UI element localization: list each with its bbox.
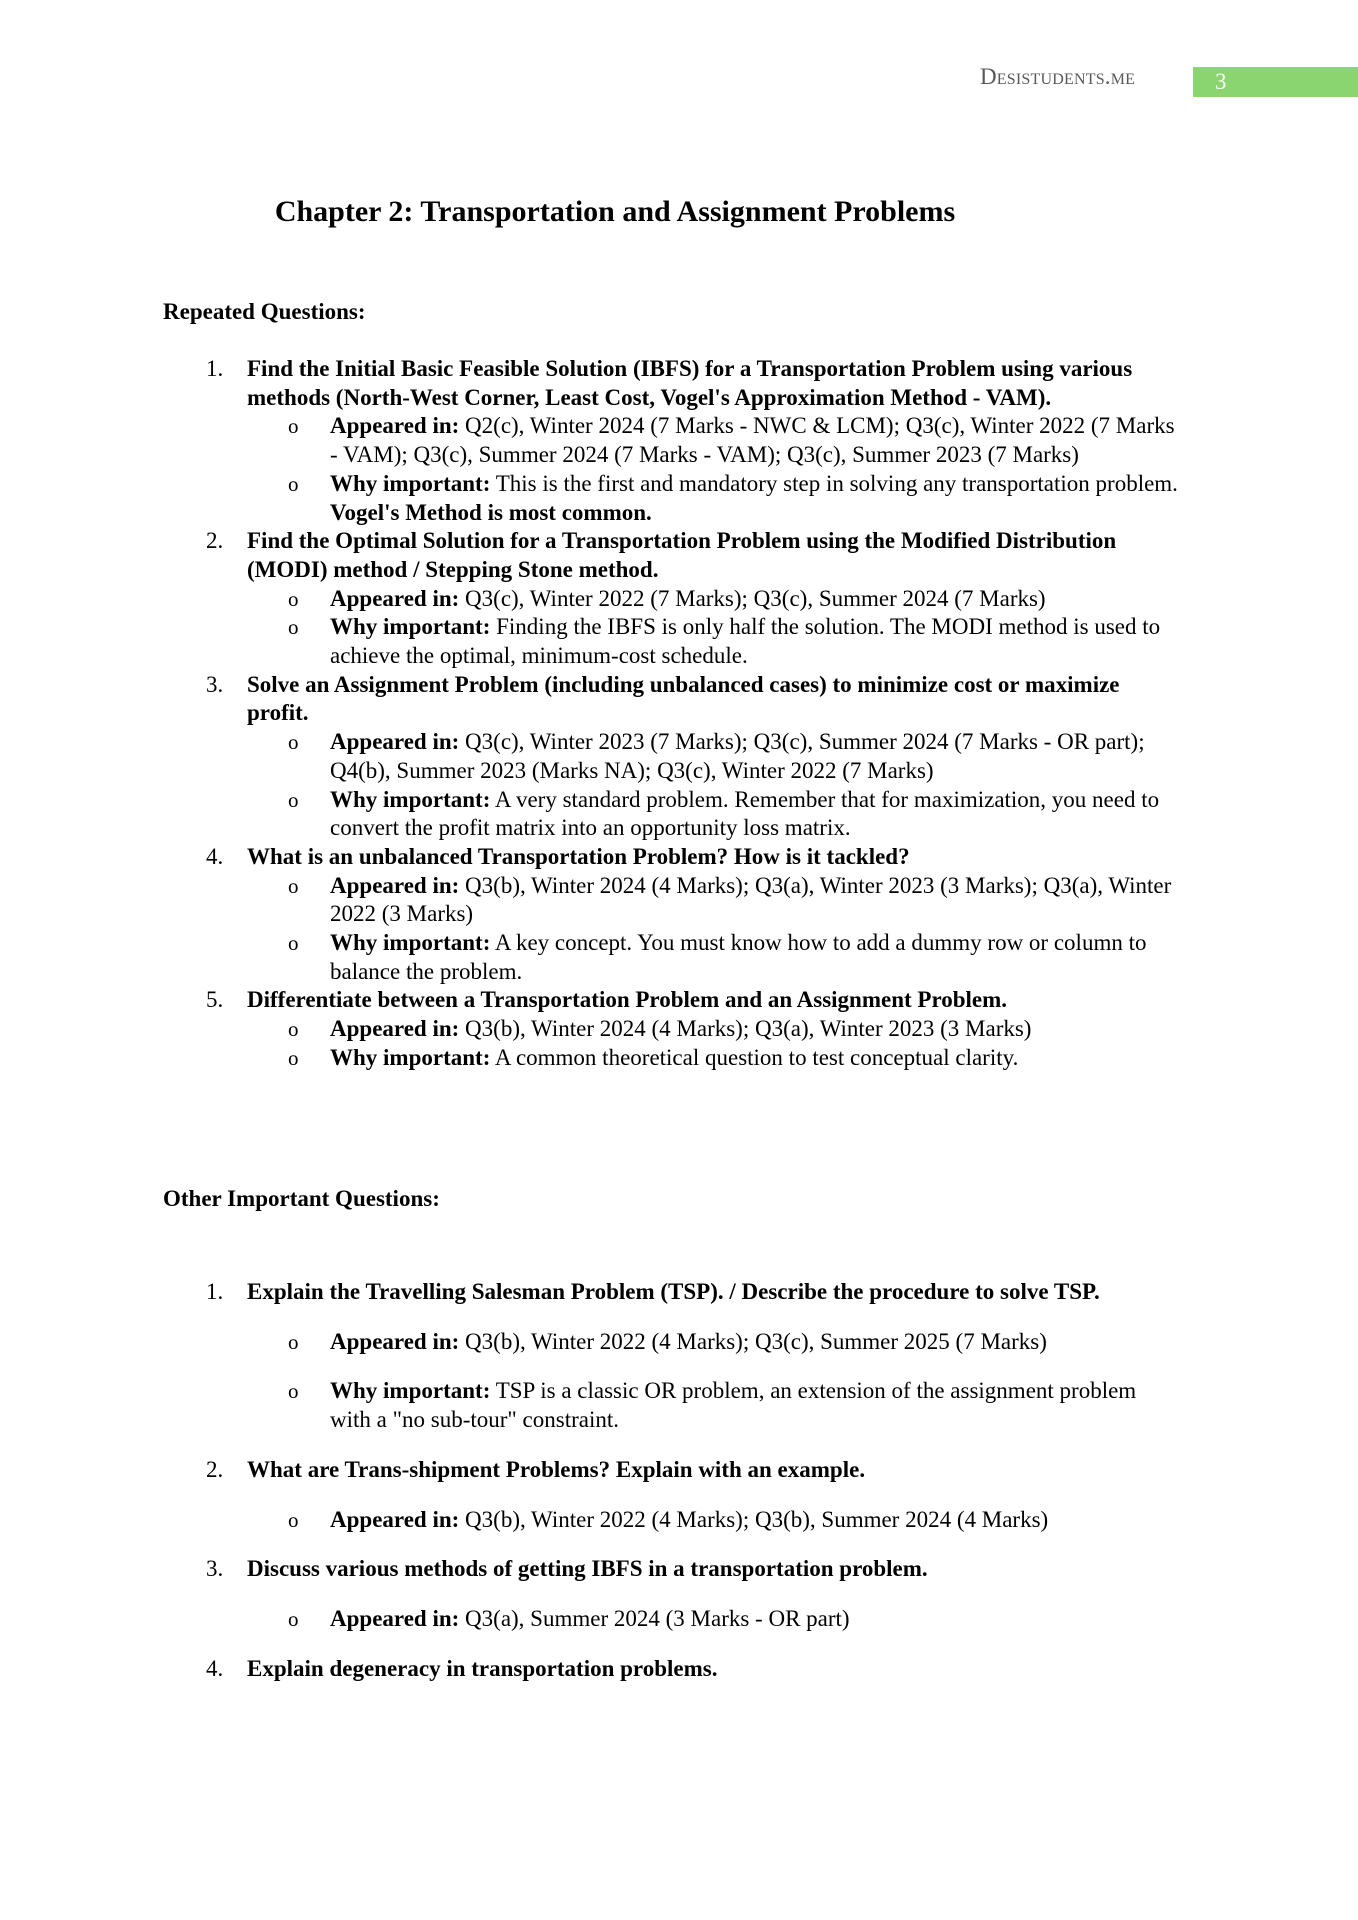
appeared-in-bullet	[0, 872, 1358, 929]
question-number: 1.	[206, 356, 224, 381]
appeared-label: Appeared in:	[330, 413, 460, 439]
question-number: 4.	[206, 843, 224, 869]
question-number: 2.	[206, 528, 224, 554]
why-important-bullet	[0, 470, 1358, 527]
bullet-icon: o	[288, 586, 299, 611]
question-item	[0, 986, 1358, 1015]
repeated-questions-heading: Repeated Questions:	[163, 299, 366, 324]
bullet-icon: o	[288, 931, 299, 956]
question-number: 1.	[206, 1279, 224, 1304]
question-number: 2.	[206, 1456, 224, 1482]
question-item	[0, 1456, 1358, 1485]
why-important-bullet	[0, 613, 1358, 670]
why-important-bullet	[0, 1377, 1358, 1434]
bullet-icon: o	[288, 1606, 299, 1631]
appeared-value: Q3(b), Winter 2024 (4 Marks); Q3(a), Winter 2023 (3 Marks)	[459, 1016, 1032, 1042]
question-text: What is an unbalanced Transportation Problem? How is it tackled?	[247, 843, 910, 869]
question-item	[0, 355, 1358, 412]
appeared-value: Q3(b), Winter 2022 (4 Marks); Q3(b), Summer 2024 (4 Marks)	[459, 1506, 1049, 1532]
appeared-label: Appeared in:	[330, 1016, 460, 1042]
appeared-in-bullet	[0, 412, 1358, 469]
why-value: This is the first and mandatory step in solving any transportation problem.	[490, 470, 1178, 496]
question-item	[0, 527, 1358, 584]
why-label: Why important:	[330, 786, 491, 812]
page-number-badge	[1193, 67, 1358, 97]
appeared-in-bullet	[0, 728, 1358, 785]
appeared-label: Appeared in:	[330, 1328, 460, 1354]
question-text: Explain degeneracy in transportation problems.	[247, 1655, 718, 1681]
appeared-in-bullet	[0, 1506, 1358, 1535]
page-number: 3	[1215, 69, 1227, 94]
appeared-value: Q3(c), Winter 2023 (7 Marks); Q3(c), Summer 2024 (7 Marks - OR part); Q4(b), Summer 2023 (Marks NA); Q3(c), Winter 2022 (7 Marks)	[330, 729, 1145, 783]
question-item	[0, 671, 1358, 728]
chapter-title	[0, 194, 1358, 230]
bullet-icon: o	[288, 471, 299, 496]
why-value: A very standard problem. Remember that for maximization, you need to convert the profit matrix into an opportunity loss matrix.	[330, 786, 1160, 841]
question-number: 3.	[206, 1556, 224, 1582]
appeared-label: Appeared in:	[330, 1506, 460, 1532]
question-number: 3.	[206, 671, 224, 697]
chapter-title-text: Chapter 2: Transportation and Assignment Problems	[274, 195, 956, 228]
question-number: 5.	[206, 987, 224, 1013]
question-text: Find the Initial Basic Feasible Solution (IBFS) for a Transportation Problem using various methods (North-West Corner, Least Cost, Vogel's Approximation Method - VAM).	[247, 356, 1133, 410]
bullet-icon: o	[288, 1507, 299, 1532]
appeared-in-bullet	[0, 1328, 1358, 1357]
appeared-value: Q2(c), Winter 2024 (7 Marks - NWC & LCM); Q3(c), Winter 2022 (7 Marks - VAM); Q3(c), Summer 2024 (7 Marks - VAM); Q3(c), Summer 2023 (7 Marks)	[330, 413, 1175, 468]
appeared-label: Appeared in:	[330, 585, 460, 611]
appeared-in-bullet	[0, 1015, 1358, 1044]
question-item	[0, 1278, 1358, 1307]
why-value: A key concept. You must know how to add a dummy row or column to balance the problem.	[330, 930, 1147, 984]
appeared-label: Appeared in:	[330, 729, 460, 755]
appeared-label: Appeared in:	[330, 872, 460, 898]
repeated-questions-list	[0, 355, 1358, 1073]
bullet-icon: o	[288, 615, 299, 640]
question-text: Solve an Assignment Problem (including unbalanced cases) to minimize cost or maximize profit.	[247, 671, 1120, 726]
why-label: Why important:	[330, 614, 491, 640]
why-important-bullet	[0, 929, 1358, 986]
bullet-icon: o	[288, 787, 299, 812]
appeared-value: Q3(a), Summer 2024 (3 Marks - OR part)	[459, 1605, 850, 1631]
bullet-icon: o	[288, 1379, 299, 1404]
question-text: Discuss various methods of getting IBFS in a transportation problem.	[247, 1556, 928, 1582]
why-label: Why important:	[330, 470, 491, 496]
question-text: What are Trans-shipment Problems? Explain with an example.	[247, 1456, 866, 1482]
why-important-bullet	[0, 1044, 1358, 1073]
why-label: Why important:	[330, 930, 491, 956]
why-value: A common theoretical question to test conceptual clarity.	[490, 1044, 1019, 1070]
other-questions-list	[0, 1278, 1358, 1704]
site-name: Desistudents.me	[980, 64, 1136, 89]
question-item	[0, 843, 1358, 872]
appeared-label: Appeared in:	[330, 1605, 460, 1631]
why-value: TSP is a classic OR problem, an extension of the assignment problem with a "no sub-tour" constraint.	[330, 1378, 1137, 1433]
bullet-icon: o	[288, 1045, 299, 1070]
why-important-bullet	[0, 786, 1358, 843]
why-value: Finding the IBFS is only half the solution. The MODI method is used to achieve the optimal, minimum-cost schedule.	[330, 614, 1161, 669]
other-questions-heading: Other Important Questions:	[163, 1186, 440, 1211]
question-item	[0, 1655, 1358, 1684]
appeared-value: Q3(b), Winter 2022 (4 Marks); Q3(c), Summer 2025 (7 Marks)	[459, 1328, 1047, 1354]
why-label: Why important:	[330, 1378, 491, 1404]
appeared-value: Q3(b), Winter 2024 (4 Marks); Q3(a), Winter 2023 (3 Marks); Q3(a), Winter 2022 (3 Marks)	[330, 872, 1172, 927]
appeared-value: Q3(c), Winter 2022 (7 Marks); Q3(c), Summer 2024 (7 Marks)	[459, 585, 1046, 611]
why-emphasis: Vogel's Method is most common.	[330, 499, 652, 525]
question-text: Explain the Travelling Salesman Problem (TSP). / Describe the procedure to solve TSP.	[247, 1279, 1100, 1304]
question-number: 4.	[206, 1655, 224, 1681]
appeared-in-bullet	[0, 585, 1358, 614]
bullet-icon: o	[288, 730, 299, 755]
why-label: Why important:	[330, 1044, 491, 1070]
appeared-in-bullet	[0, 1605, 1358, 1634]
bullet-icon: o	[288, 1329, 299, 1354]
bullet-icon: o	[288, 414, 299, 439]
bullet-icon: o	[288, 1017, 299, 1042]
bullet-icon: o	[288, 873, 299, 898]
question-text: Find the Optimal Solution for a Transportation Problem using the Modified Distribution (MODI) method / Stepping Stone method.	[247, 528, 1117, 582]
question-item	[0, 1555, 1358, 1584]
question-text: Differentiate between a Transportation Problem and an Assignment Problem.	[247, 987, 1008, 1013]
